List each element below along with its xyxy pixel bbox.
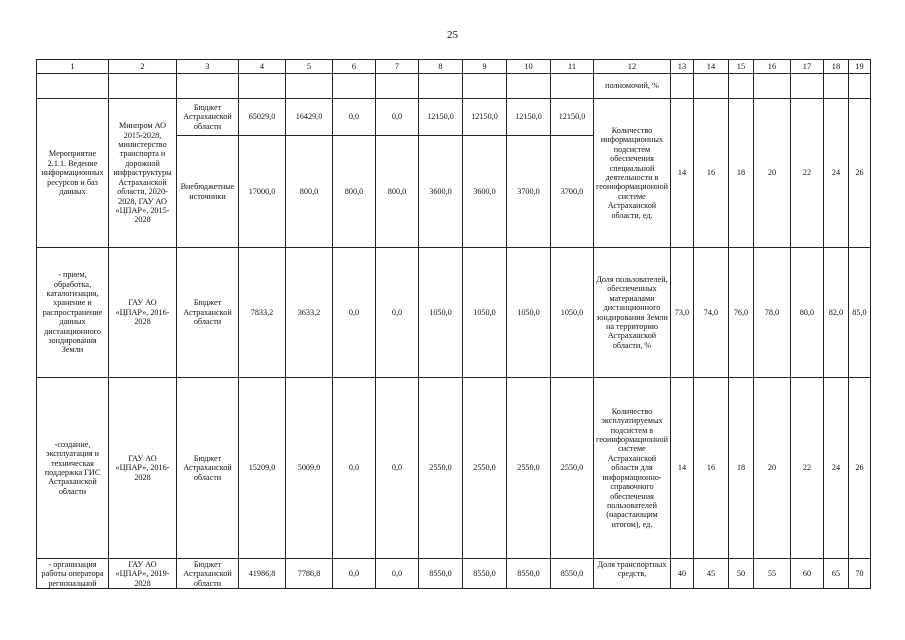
indicator-cell: Количество информационных подсистем обеспечения специальной деятельности в геоинформационной системе Астраханской области, ед. bbox=[594, 99, 671, 248]
value-cell: 3600,0 bbox=[463, 136, 507, 248]
target-cell: 45 bbox=[693, 559, 728, 589]
executor-cell: Минпром АО 2015-2028, министерство транспорта и дорожной инфраструктуры Астраханской области, 2020-2028, ГАУ АО «ЦПАР», 2015-2028 bbox=[109, 99, 177, 248]
value-cell: 0,0 bbox=[333, 99, 376, 136]
target-cell: 24 bbox=[823, 378, 848, 559]
header-cell: 9 bbox=[463, 60, 507, 74]
value-cell: 2550,0 bbox=[463, 378, 507, 559]
value-cell: 0,0 bbox=[376, 378, 419, 559]
value-cell: 3633,2 bbox=[286, 248, 333, 378]
header-cell: 11 bbox=[551, 60, 594, 74]
target-cell: 18 bbox=[728, 99, 753, 248]
target-cell: 65 bbox=[823, 559, 848, 589]
header-row bbox=[37, 60, 871, 74]
target-cell: 16 bbox=[693, 378, 728, 559]
target-cell: 60 bbox=[790, 559, 823, 589]
continuation-row bbox=[37, 74, 871, 99]
table-row bbox=[37, 248, 871, 378]
target-cell: 24 bbox=[823, 99, 848, 248]
header-cell: 8 bbox=[419, 60, 463, 74]
value-cell: 7786,8 bbox=[286, 559, 333, 589]
value-cell: 16429,0 bbox=[286, 99, 333, 136]
funding-source-cell: Бюджет Астраханской области bbox=[177, 248, 239, 378]
funding-source-cell: Бюджет Астраханской области bbox=[177, 99, 239, 136]
value-cell: 17000,0 bbox=[239, 136, 286, 248]
target-cell: 40 bbox=[670, 559, 693, 589]
header-cell: 14 bbox=[693, 60, 728, 74]
header-cell: 15 bbox=[728, 60, 753, 74]
target-cell: 85,0 bbox=[848, 248, 870, 378]
target-cell: 73,0 bbox=[670, 248, 693, 378]
indicator-cell: Доля транспортных средств, bbox=[594, 559, 671, 589]
target-cell: 82,0 bbox=[823, 248, 848, 378]
value-cell: 8550,0 bbox=[463, 559, 507, 589]
header-cell: 12 bbox=[594, 60, 671, 74]
value-cell: 65029,0 bbox=[239, 99, 286, 136]
indicator-cell: Доля пользователей, обеспеченных материалами дистанционного зондирования Земли на территорию Астраханской области, % bbox=[594, 248, 671, 378]
value-cell: 0,0 bbox=[376, 99, 419, 136]
target-cell: 14 bbox=[670, 378, 693, 559]
value-cell: 3700,0 bbox=[507, 136, 551, 248]
header-cell: 1 bbox=[37, 60, 109, 74]
value-cell: 15209,0 bbox=[239, 378, 286, 559]
target-cell: 50 bbox=[728, 559, 753, 589]
activity-name-cell: Мероприятие 2.1.1. Ведение информационных ресурсов и баз данных bbox=[37, 99, 109, 248]
header-cell: 3 bbox=[177, 60, 239, 74]
indicator-cell: полномочий, % bbox=[594, 74, 671, 99]
target-cell: 18 bbox=[728, 378, 753, 559]
activity-name-cell: - прием, обработка, каталогизация, хранение и распространение данных дистанционного зондирования Земли bbox=[37, 248, 109, 378]
header-cell: 2 bbox=[109, 60, 177, 74]
header-cell: 13 bbox=[670, 60, 693, 74]
target-cell: 70 bbox=[848, 559, 870, 589]
funding-source-cell: Бюджет Астраханской области bbox=[177, 378, 239, 559]
executor-cell: ГАУ АО «ЦПАР», 2019-2028 bbox=[109, 559, 177, 589]
target-cell: 26 bbox=[848, 378, 870, 559]
page-number: 25 bbox=[447, 29, 458, 41]
value-cell: 800,0 bbox=[333, 136, 376, 248]
program-table bbox=[36, 59, 871, 589]
target-cell: 74,0 bbox=[693, 248, 728, 378]
target-cell: 20 bbox=[753, 99, 790, 248]
activity-name-cell: - организация работы оператора региональной bbox=[37, 559, 109, 589]
value-cell: 8550,0 bbox=[551, 559, 594, 589]
table-row bbox=[37, 559, 871, 589]
value-cell: 800,0 bbox=[286, 136, 333, 248]
table-row bbox=[37, 378, 871, 559]
header-cell: 17 bbox=[790, 60, 823, 74]
value-cell: 0,0 bbox=[333, 378, 376, 559]
value-cell: 8550,0 bbox=[507, 559, 551, 589]
value-cell: 41986,8 bbox=[239, 559, 286, 589]
executor-cell: ГАУ АО «ЦПАР», 2016-2028 bbox=[109, 378, 177, 559]
header-cell: 19 bbox=[848, 60, 870, 74]
target-cell: 22 bbox=[790, 378, 823, 559]
target-cell: 78,0 bbox=[753, 248, 790, 378]
value-cell: 2550,0 bbox=[419, 378, 463, 559]
target-cell: 26 bbox=[848, 99, 870, 248]
value-cell: 1050,0 bbox=[419, 248, 463, 378]
value-cell: 1050,0 bbox=[551, 248, 594, 378]
target-cell: 16 bbox=[693, 99, 728, 248]
value-cell: 8550,0 bbox=[419, 559, 463, 589]
header-cell: 10 bbox=[507, 60, 551, 74]
value-cell: 0,0 bbox=[376, 248, 419, 378]
value-cell: 0,0 bbox=[333, 248, 376, 378]
value-cell: 5009,0 bbox=[286, 378, 333, 559]
indicator-cell: Количество эксплуатируемых подсистем в геоинформационной системе Астраханской области для информационно-справочного обеспечения пользователей (нарастающим итогом), ед. bbox=[594, 378, 671, 559]
value-cell: 1050,0 bbox=[507, 248, 551, 378]
value-cell: 12150,0 bbox=[463, 99, 507, 136]
funding-source-cell: Внебюджетные источники bbox=[177, 136, 239, 248]
header-cell: 6 bbox=[333, 60, 376, 74]
header-cell: 4 bbox=[239, 60, 286, 74]
funding-source-cell: Бюджет Астраханской области bbox=[177, 559, 239, 589]
target-cell: 14 bbox=[670, 99, 693, 248]
value-cell: 3700,0 bbox=[551, 136, 594, 248]
target-cell: 76,0 bbox=[728, 248, 753, 378]
value-cell: 2550,0 bbox=[507, 378, 551, 559]
header-cell: 18 bbox=[823, 60, 848, 74]
target-cell: 55 bbox=[753, 559, 790, 589]
value-cell: 12150,0 bbox=[507, 99, 551, 136]
activity-name-cell: -создание, эксплуатация и техническая поддержка ГИС Астраханской области bbox=[37, 378, 109, 559]
header-cell: 7 bbox=[376, 60, 419, 74]
value-cell: 3600,0 bbox=[419, 136, 463, 248]
target-cell: 22 bbox=[790, 99, 823, 248]
value-cell: 12150,0 bbox=[419, 99, 463, 136]
value-cell: 0,0 bbox=[333, 559, 376, 589]
value-cell: 2550,0 bbox=[551, 378, 594, 559]
target-cell: 20 bbox=[753, 378, 790, 559]
value-cell: 0,0 bbox=[376, 559, 419, 589]
header-cell: 5 bbox=[286, 60, 333, 74]
header-cell: 16 bbox=[753, 60, 790, 74]
executor-cell: ГАУ АО «ЦПАР», 2016-2028 bbox=[109, 248, 177, 378]
table-row bbox=[37, 99, 871, 136]
target-cell: 80,0 bbox=[790, 248, 823, 378]
value-cell: 7833,2 bbox=[239, 248, 286, 378]
value-cell: 800,0 bbox=[376, 136, 419, 248]
value-cell: 1050,0 bbox=[463, 248, 507, 378]
value-cell: 12150,0 bbox=[551, 99, 594, 136]
